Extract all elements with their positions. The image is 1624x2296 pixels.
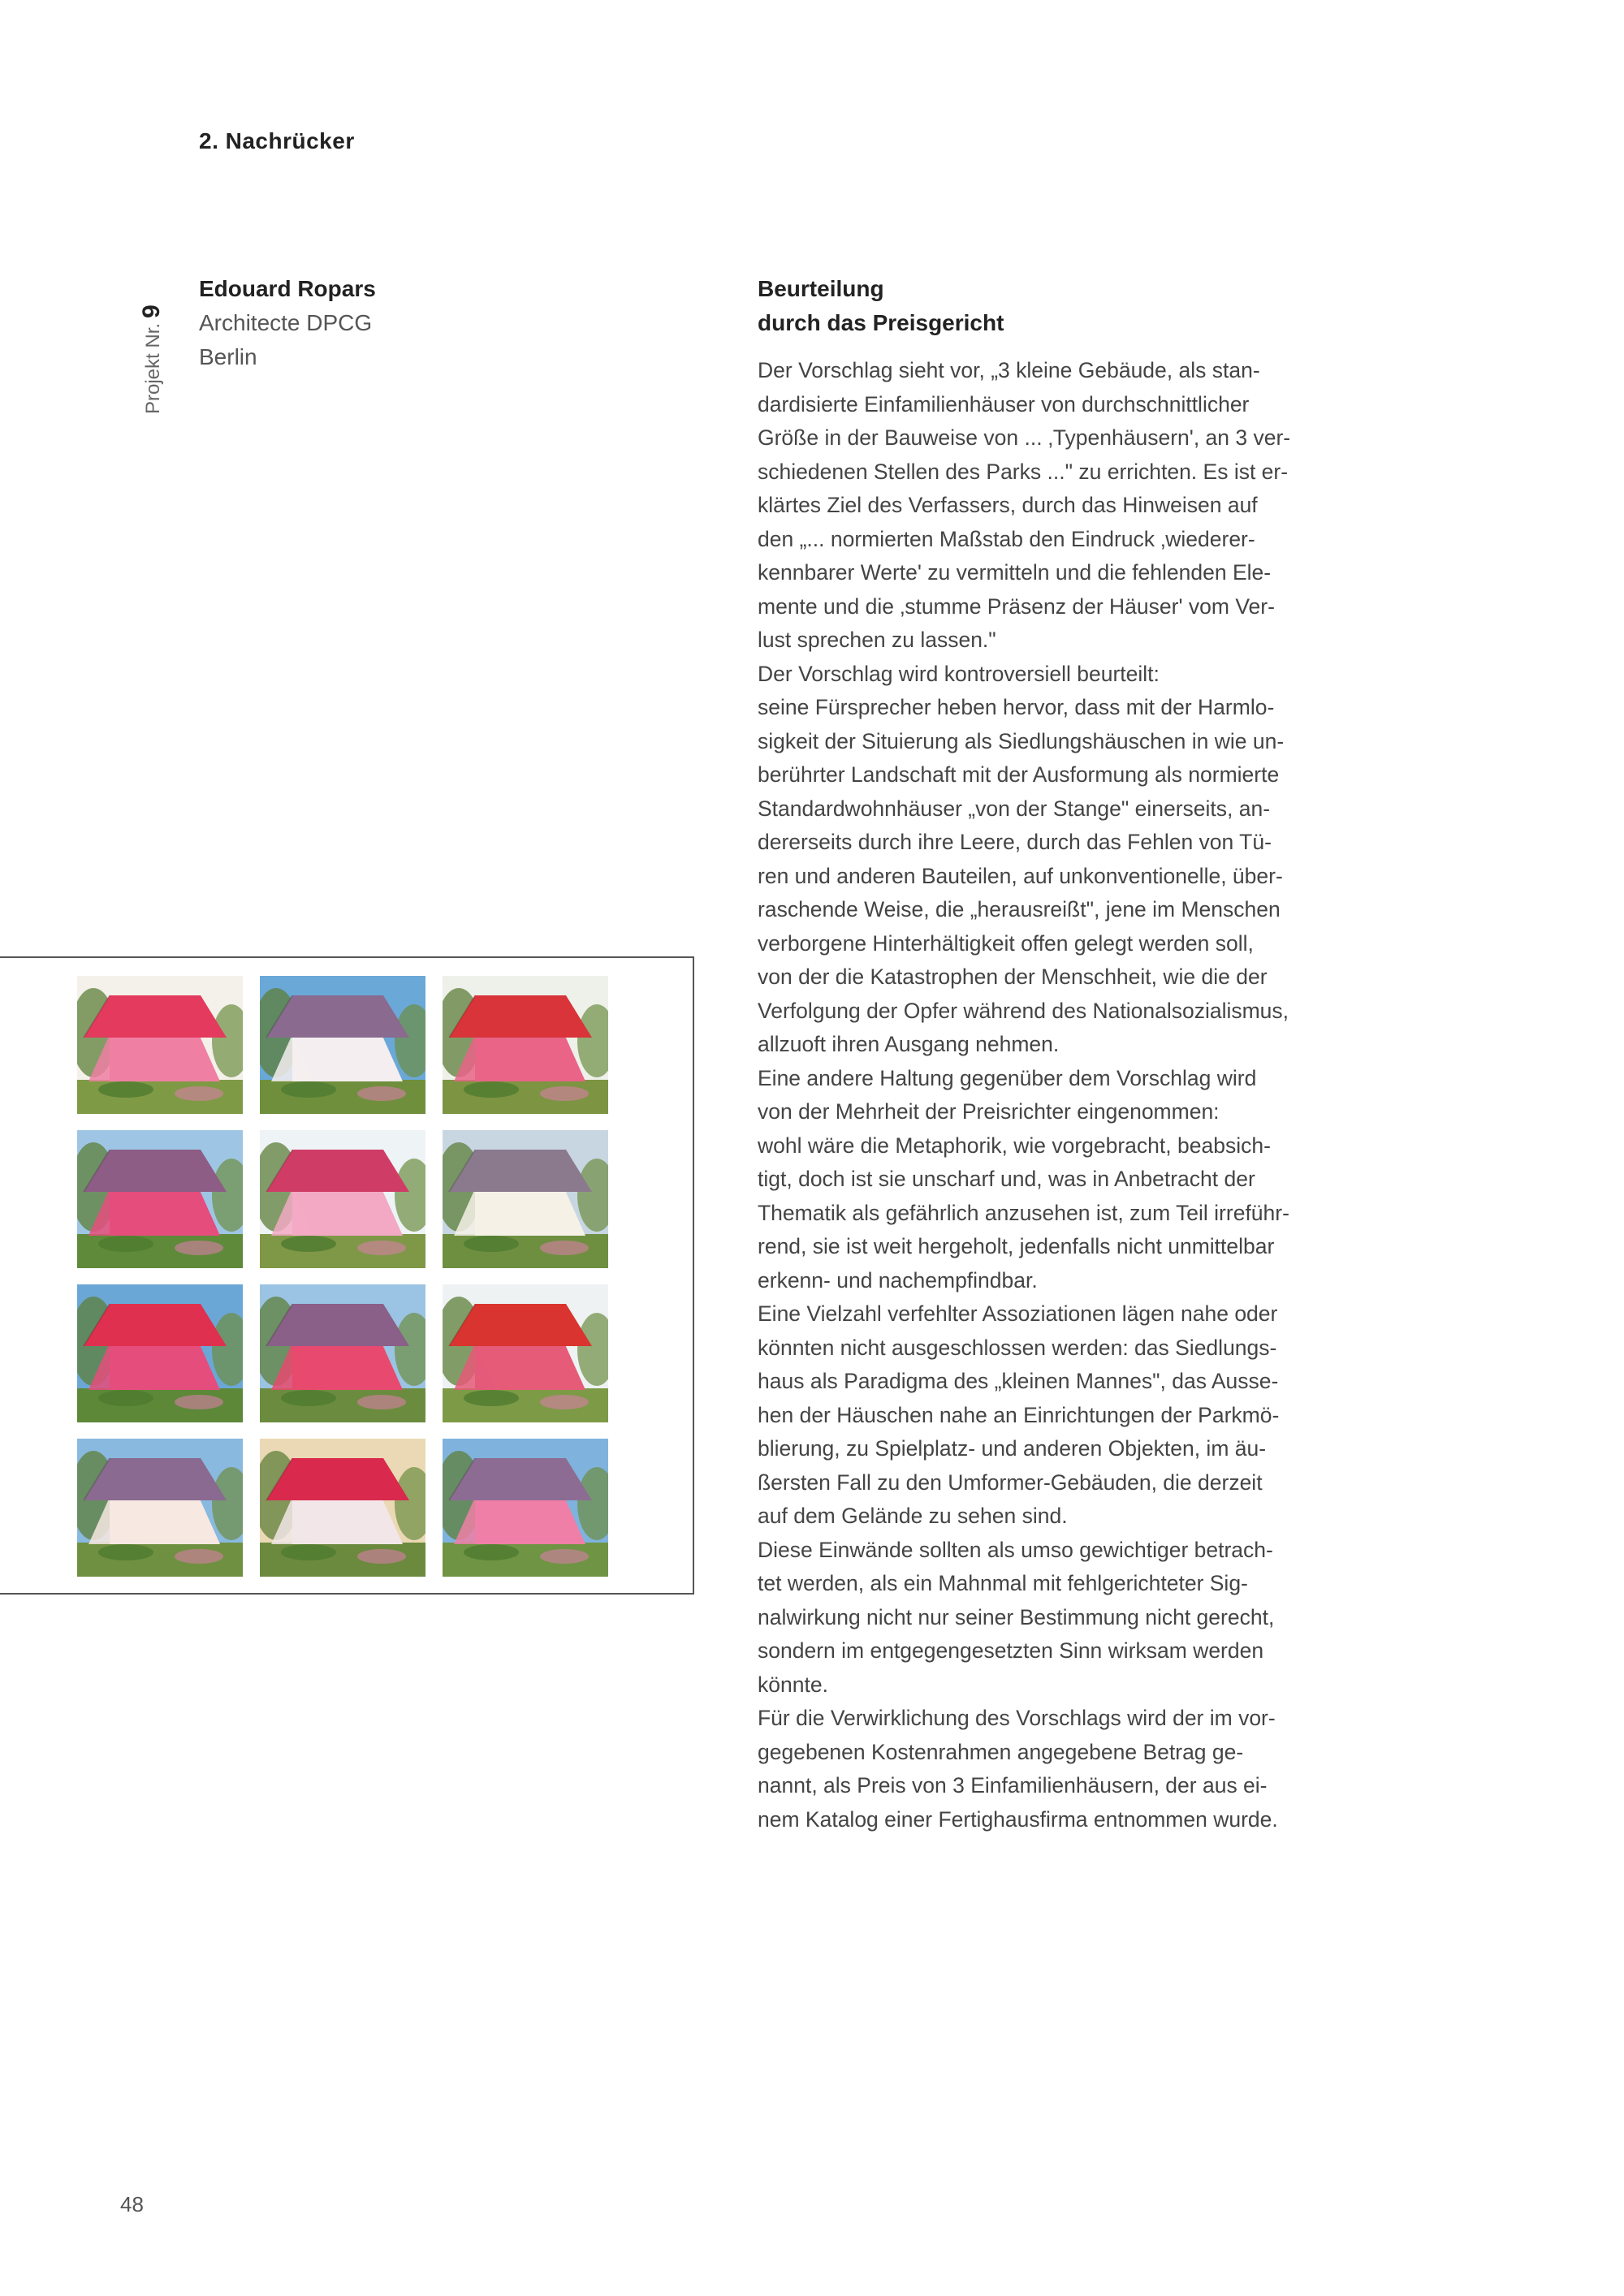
evaluation-text-line: berührter Landschaft mit der Ausformung als normierte [758,762,1280,787]
evaluation-text-line: tet werden, als ein Mahnmal mit fehlgerichteter Sig- [758,1571,1248,1595]
evaluation-text-line: Der Vorschlag sieht vor, „3 kleine Gebäude, als stan- [758,358,1260,382]
evaluation-text-line: ßersten Fall zu den Umformer-Gebäuden, die derzeit [758,1470,1263,1495]
evaluation-text-line: Der Vorschlag wird kontroversiell beurteilt: [758,661,1160,686]
evaluation-text-line: hen der Häuschen nahe an Einrichtungen der Parkmö- [758,1402,1280,1427]
evaluation-text-line: raschende Weise, die „herausreißt", jene im Menschen [758,897,1281,921]
evaluation-text-line: mente und die ‚stumme Präsenz der Häuser' vom Ver- [758,593,1275,619]
house-photo [77,1439,243,1577]
project-number: 9 [138,304,165,318]
page-number: 48 [120,2192,144,2216]
evaluation-text-line: tigt, doch ist sie unscharf und, was in Anbetracht der [758,1167,1255,1191]
house-figure [0,956,694,1595]
evaluation-text-line: blierung, zu Spielplatz- und anderen Objekten, im äu- [758,1436,1267,1461]
house-photo [77,1130,243,1268]
evaluation-text-line: Standardwohnhäuser „von der Stange" einerseits, an- [758,796,1271,821]
author-city: Berlin [199,344,257,369]
evaluation-text-line: rend, sie ist weit hergeholt, jedenfalls nicht unmittelbar [758,1234,1275,1258]
evaluation-text-line: könnte. [758,1672,828,1697]
evaluation-text-line: wohl wäre die Metaphorik, wie vorgebracht, beabsich- [758,1133,1271,1158]
evaluation-text-line: lust sprechen zu lassen." [758,628,996,652]
evaluation-text-line: erkenn- und nachempfindbar. [758,1267,1038,1293]
house-photo [443,1439,608,1577]
evaluation-title [758,272,1004,340]
evaluation-text-line: Verfolgung der Opfer während des Nationalsozialismus, [758,998,1289,1023]
evaluation-text-line: auf dem Gelände zu sehen sind. [758,1504,1068,1528]
evaluation-text-line: seine Fürsprecher heben hervor, dass mit der Harmlo- [758,695,1275,719]
house-photo [260,1284,425,1422]
evaluation-text-line: nalwirkung nicht nur seiner Bestimmung nicht gerecht, [758,1604,1275,1629]
evaluation-text-line: Größe in der Bauweise von ... ‚Typenhäusern', an 3 ver- [758,425,1291,450]
author-office: Architecte DPCG [199,310,373,335]
evaluation-text-line: von der Mehrheit der Preisrichter eingenommen: [758,1099,1220,1124]
evaluation-text-line: haus als Paradigma des „kleinen Mannes", das Ausse- [758,1369,1279,1393]
evaluation-text-line: Diese Einwände sollten als umso gewichtiger betrach- [758,1537,1273,1562]
evaluation-text-line: Eine andere Haltung gegenüber dem Vorschlag wird [758,1065,1257,1090]
evaluation-text [758,354,1326,1836]
evaluation-text-line: ren und anderen Bauteilen, auf unkonventionelle, über- [758,863,1283,888]
evaluation-text-line: allzuoft ihren Ausgang nehmen. [758,1032,1060,1056]
evaluation-text-line: dererseits durch ihre Leere, durch das Fehlen von Tü- [758,830,1272,854]
house-photo [260,1130,425,1268]
project-number-label [138,276,172,414]
evaluation-title-line: Beurteilung [758,276,884,301]
evaluation-text-line: verborgene Hinterhältigkeit offen gelegt werden soll, [758,930,1254,956]
house-photo [77,976,243,1114]
evaluation-title-line: durch das Preisgericht [758,310,1004,335]
evaluation-text-line: nannt, als Preis von 3 Einfamilienhäusern, der aus ei- [758,1773,1268,1798]
evaluation-text-line: könnten nicht ausgeschlossen werden: das Siedlungs- [758,1335,1277,1360]
evaluation-text-line: den „... normierten Maßstab den Eindruck ‚wiederer- [758,526,1255,551]
house-photo [443,1284,608,1422]
evaluation-text-line: schiedenen Stellen des Parks ..." zu errichten. Es ist er- [758,459,1289,484]
house-photo [260,976,425,1114]
author-name: Edouard Ropars [199,276,376,301]
house-photo [77,1284,243,1422]
evaluation-text-line: klärtes Ziel des Verfassers, durch das Hinweisen auf [758,493,1258,517]
evaluation-text-line: nem Katalog einer Fertighausfirma entnommen wurde. [758,1806,1278,1832]
evaluation-text-line: Eine Vielzahl verfehlter Assoziationen lägen nahe oder [758,1301,1278,1326]
evaluation-text-line: Für die Verwirklichung des Vorschlags wird der im vor- [758,1706,1276,1730]
section-heading: 2. Nachrücker [199,128,355,153]
evaluation-text-line: dardisierte Einfamilienhäuser von durchschnittlicher [758,391,1250,416]
evaluation-text-line: sondern im entgegengesetzten Sinn wirksam werden [758,1638,1264,1663]
evaluation-text-line: sigkeit der Situierung als Siedlungshäuschen in wie un- [758,728,1285,753]
project-label: Projekt Nr. [142,322,164,414]
evaluation-text-line: kennbarer Werte' zu vermitteln und die fehlenden Ele- [758,560,1272,585]
author-block [199,272,376,374]
house-photo [443,976,608,1114]
evaluation-text-line: gegebenen Kostenrahmen angegebene Betrag ge- [758,1739,1244,1764]
house-photo [443,1130,608,1268]
evaluation-text-line: Thematik als gefährlich anzusehen ist, zum Teil irreführ- [758,1200,1289,1225]
house-photo [260,1439,425,1577]
evaluation-text-line: von der die Katastrophen der Menschheit, wie die der [758,965,1268,989]
